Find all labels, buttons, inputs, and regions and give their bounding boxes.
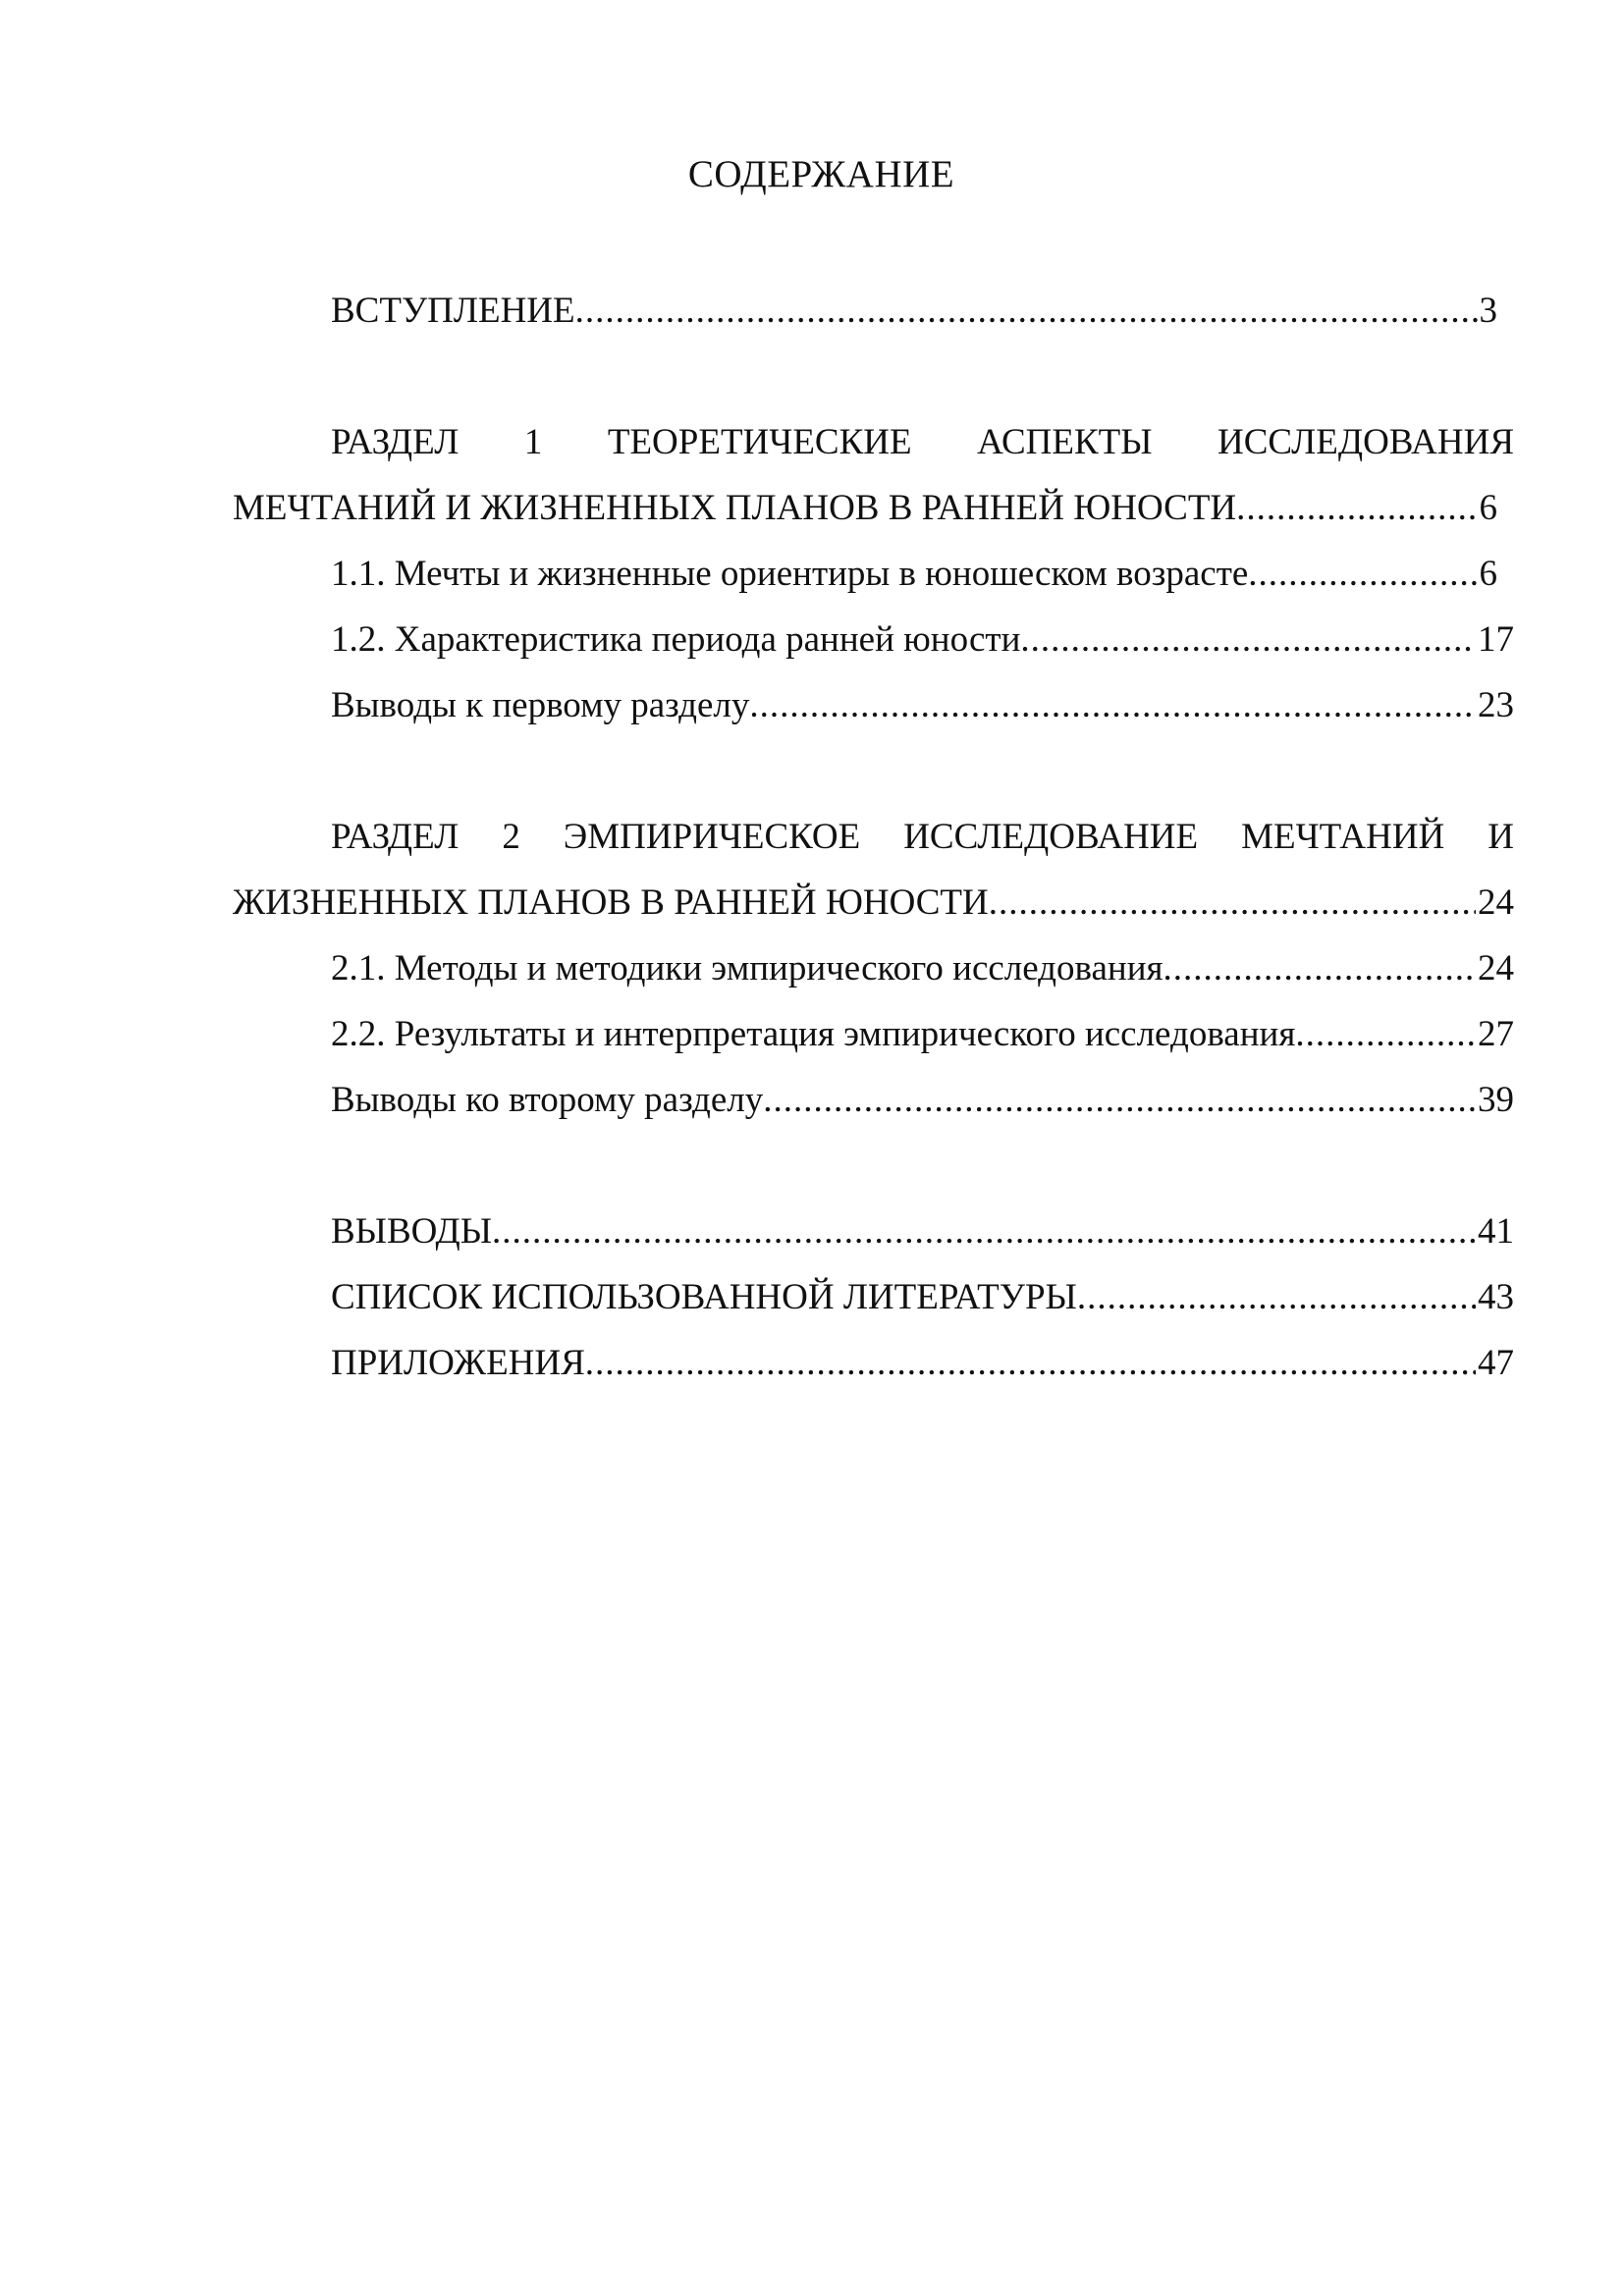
- heading-word: ИССЛЕДОВАНИЯ: [1217, 422, 1514, 462]
- toc-entry-label: 1.1. Мечты и жизненные ориентиры в юношеском возрасте: [331, 554, 1249, 594]
- dot-leader: [763, 1079, 1476, 1122]
- heading-word: 1: [523, 422, 543, 462]
- heading-word: ЭМПИРИЧЕСКОЕ: [563, 817, 861, 857]
- toc-entry-section1-conclusions[interactable]: [331, 684, 1514, 727]
- heading-word: МЕЧТАНИЙ: [1241, 817, 1445, 857]
- dot-leader: [1236, 487, 1477, 530]
- toc-entry-1-1[interactable]: [331, 553, 1497, 596]
- heading-word: 2: [502, 817, 520, 857]
- toc-page-number: 6: [1479, 554, 1497, 594]
- toc-entry-2-2[interactable]: [331, 1013, 1514, 1056]
- toc-entry-label: 2.1. Методы и методики эмпирического исследования: [331, 948, 1163, 988]
- toc-entry-label: 2.2. Результаты и интерпретация эмпирического исследования: [331, 1014, 1296, 1054]
- toc-page-number: 47: [1478, 1343, 1514, 1383]
- toc-entry-label: СПИСОК ИСПОЛЬЗОВАННОЙ ЛИТЕРАТУРЫ: [331, 1277, 1077, 1317]
- toc-section2-heading-line2[interactable]: [233, 881, 1514, 925]
- toc-entry-label: ВСТУПЛЕНИЕ: [331, 291, 575, 331]
- dot-leader: [989, 881, 1476, 925]
- toc-page-number: 27: [1478, 1014, 1514, 1054]
- dot-leader: [1077, 1276, 1476, 1319]
- toc-entry-label: ЖИЗНЕННЫХ ПЛАНОВ В РАННЕЙ ЮНОСТИ: [233, 882, 989, 923]
- toc-entry-label: 1.2. Характеристика периода ранней юности: [331, 619, 1021, 660]
- toc-page-number: 24: [1478, 948, 1514, 988]
- toc-entry-label: МЕЧТАНИЙ И ЖИЗНЕННЫХ ПЛАНОВ В РАННЕЙ ЮНОСТИ: [233, 488, 1237, 528]
- toc-entry-label: Выводы ко второму разделу: [331, 1080, 764, 1120]
- toc-entry-conclusions[interactable]: [331, 1210, 1514, 1254]
- toc-page-number: 6: [1479, 488, 1497, 528]
- dot-leader: [492, 1210, 1476, 1254]
- toc-entry-intro[interactable]: [331, 290, 1497, 333]
- toc-page-number: 23: [1478, 685, 1514, 725]
- toc-page-number: 17: [1478, 619, 1514, 660]
- toc-entry-section2-conclusions[interactable]: [331, 1079, 1514, 1122]
- heading-word: ТЕОРЕТИЧЕСКИЕ: [607, 422, 912, 462]
- toc-page-number: 39: [1478, 1080, 1514, 1120]
- toc-section1-heading-line2[interactable]: [233, 487, 1497, 530]
- heading-word: РАЗДЕЛ: [331, 422, 460, 462]
- toc-title: СОДЕРЖАНИЕ: [687, 153, 955, 195]
- toc-entry-2-1[interactable]: [331, 947, 1514, 990]
- toc-entry-1-2[interactable]: [331, 618, 1514, 662]
- heading-word: ИССЛЕДОВАНИЕ: [903, 817, 1199, 857]
- toc-page-number: 3: [1479, 291, 1497, 331]
- dot-leader: [585, 1342, 1476, 1385]
- dot-leader: [1248, 553, 1477, 596]
- toc-entry-references[interactable]: [331, 1276, 1514, 1319]
- toc-section1-heading-line1[interactable]: [331, 421, 1514, 464]
- toc-entry-label: ВЫВОДЫ: [331, 1211, 493, 1252]
- dot-leader: [575, 290, 1478, 333]
- heading-word: И: [1488, 817, 1514, 857]
- heading-word: РАЗДЕЛ: [331, 817, 460, 857]
- toc-entry-label: ПРИЛОЖЕНИЯ: [331, 1343, 585, 1383]
- toc-page-number: 43: [1478, 1277, 1514, 1317]
- dot-leader: [1163, 947, 1476, 990]
- dot-leader: [1295, 1013, 1476, 1056]
- toc-entry-appendices[interactable]: [331, 1342, 1514, 1385]
- dot-leader: [1020, 618, 1476, 662]
- heading-word: АСПЕКТЫ: [977, 422, 1153, 462]
- dot-leader: [749, 684, 1476, 727]
- toc-page-number: 24: [1478, 882, 1514, 923]
- toc-page-number: 41: [1478, 1211, 1514, 1252]
- toc-entry-label: Выводы к первому разделу: [331, 685, 750, 725]
- toc-section2-heading-line1[interactable]: [331, 816, 1514, 859]
